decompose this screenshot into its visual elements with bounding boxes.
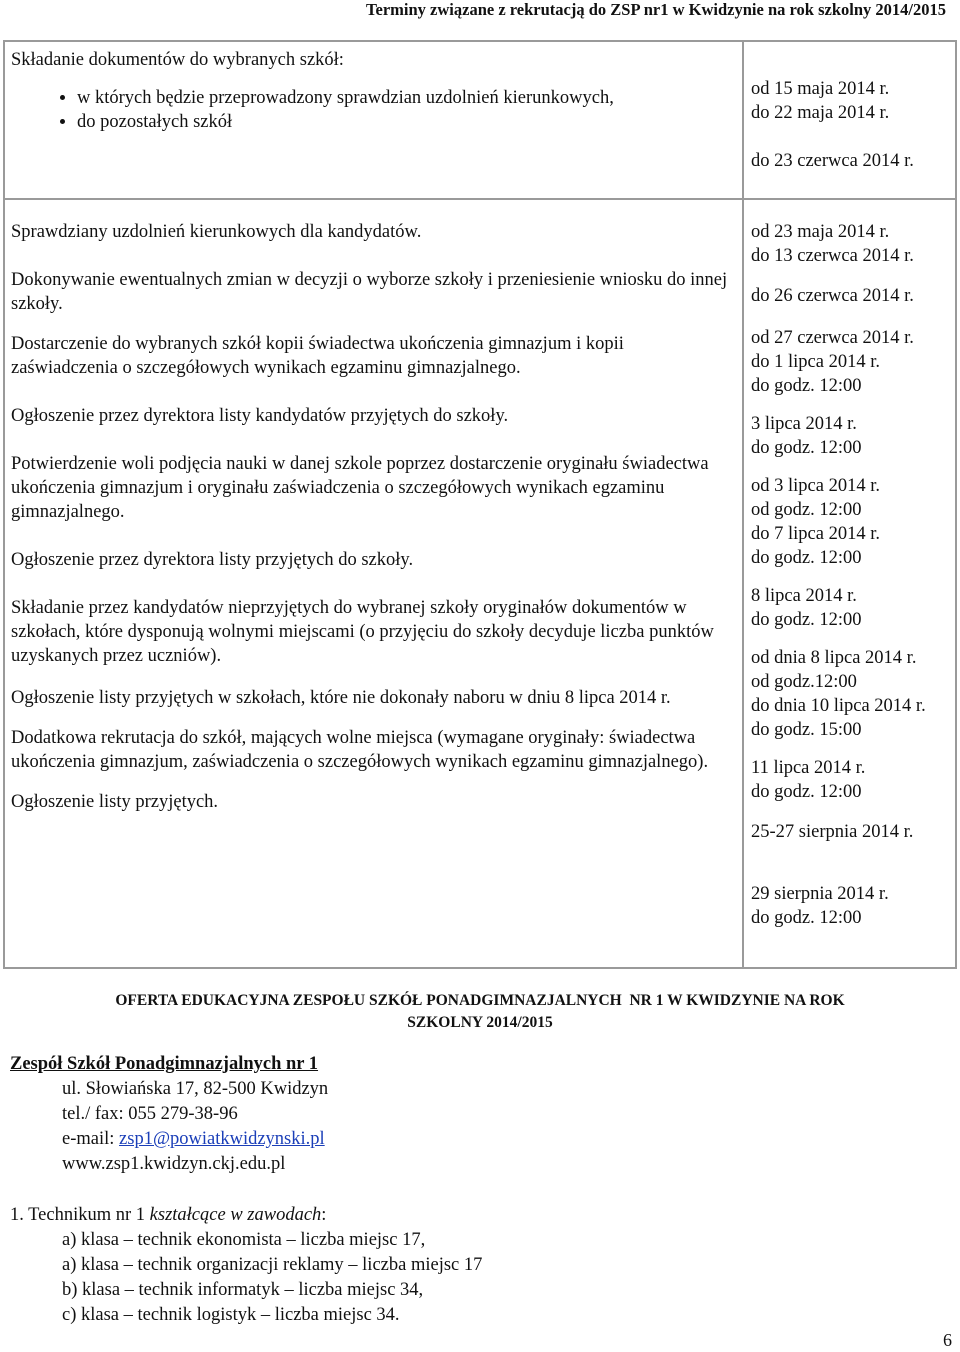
date-line: od godz.12:00: [751, 672, 857, 692]
schedule-item: Ogłoszenie przez dyrektora listy przyjętych do szkoły.: [11, 550, 414, 570]
date-line: do 26 czerwca 2014 r.: [751, 286, 914, 306]
date-line: do godz. 12:00: [751, 908, 862, 928]
offer-title-line: OFERTA EDUKACYJNA ZESPOŁU SZKÓŁ PONADGIMNAZJALNYCH NR 1 W KWIDZYNIE NA ROK: [115, 992, 845, 1009]
school-email-line: [10, 1127, 328, 1152]
date-line: od godz. 12:00: [751, 500, 862, 520]
list-item: • do pozostałych szkół: [77, 110, 734, 134]
schedule-item: Ogłoszenie listy przyjętych.: [11, 792, 219, 812]
school-type-list: [11, 86, 734, 134]
date-line: 8 lipca 2014 r.: [751, 586, 857, 606]
page-title: Terminy związane z rekrutacją do ZSP nr1 w Kwidzynie na rok szkolny 2014/2015: [366, 0, 946, 19]
schedule-cell-dates: [743, 199, 956, 968]
date-line: od 3 lipca 2014 r.: [751, 476, 880, 496]
schedule-cell-description: [4, 41, 743, 199]
date-line: do godz. 15:00: [751, 720, 862, 740]
date-line: do 7 lipca 2014 r.: [751, 524, 880, 544]
schedule-item: Dodatkowa rekrutacja do szkół, mających wolne miejsca (wymagane oryginały: świadectwa ukończenia gimnazjum, zaświadczenia o szczegółowych wynikach egzaminu gimnazjalnego).: [11, 728, 709, 772]
offer-title-line: SZKOLNY 2014/2015: [407, 1014, 553, 1031]
recruitment-schedule-table: [3, 40, 957, 969]
date-line: od 15 maja 2014 r.: [751, 79, 890, 99]
schedule-item: Sprawdziany uzdolnień kierunkowych dla kandydatów.: [11, 222, 422, 242]
schedule-item: Ogłoszenie listy przyjętych w szkołach, które nie dokonały naboru w dniu 8 lipca 2014 r.: [11, 688, 671, 708]
list-item: a) klasa – technik ekonomista – liczba miejsc 17,: [62, 1230, 426, 1250]
list-item: • w których będzie przeprowadzony sprawdzian uzdolnień kierunkowych,: [77, 86, 734, 110]
date-line: od 27 czerwca 2014 r.: [751, 328, 914, 348]
table-row: [4, 41, 956, 199]
schedule-item: Potwierdzenie woli podjęcia nauki w danej szkole poprzez dostarczenie oryginału świadectwa ukończenia gimnazjum i oryginału zaświadczenia o szczegółowych wynikach egzaminu gimnazjalnego.: [11, 454, 709, 522]
schedule-item: Ogłoszenie przez dyrektora listy kandydatów przyjętych do szkoły.: [11, 406, 509, 426]
date-line: do godz. 12:00: [751, 548, 862, 568]
date-line: do 22 maja 2014 r.: [751, 103, 890, 123]
technikum-section: [10, 1203, 482, 1328]
school-address: ul. Słowiańska 17, 82-500 Kwidzyn: [62, 1079, 329, 1099]
school-website: www.zsp1.kwidzyn.ckj.edu.pl: [62, 1154, 286, 1174]
school-name: Zespół Szkół Ponadgimnazjalnych nr 1: [10, 1054, 319, 1074]
list-item: c) klasa – technik logistyk – liczba miejsc 34.: [62, 1305, 400, 1325]
technikum-heading: [10, 1203, 482, 1228]
schedule-item: Dokonywanie ewentualnych zmian w decyzji o wyborze szkoły i przeniesienie wniosku do innej szkoły.: [11, 270, 728, 314]
email-link[interactable]: zsp1@powiatkwidzynski.pl: [119, 1129, 325, 1149]
technikum-subtitle: kształcące w zawodach: [149, 1205, 322, 1225]
date-line: do godz. 12:00: [751, 782, 862, 802]
table-row: [4, 199, 956, 968]
email-label: e-mail:: [62, 1129, 120, 1149]
date-line: do godz. 12:00: [751, 610, 862, 630]
offer-title: [0, 990, 960, 1034]
date-line: do 1 lipca 2014 r.: [751, 352, 880, 372]
date-line: 11 lipca 2014 r.: [751, 758, 866, 778]
schedule-intro: Składanie dokumentów do wybranych szkół:: [11, 50, 344, 70]
list-item: a) klasa – technik organizacji reklamy – liczba miejsc 17: [62, 1255, 483, 1275]
date-line: 29 sierpnia 2014 r.: [751, 884, 889, 904]
schedule-cell-dates: [743, 41, 956, 199]
date-line: do godz. 12:00: [751, 438, 862, 458]
date-line: 25-27 sierpnia 2014 r.: [751, 822, 914, 842]
date-line: do dnia 10 lipca 2014 r.: [751, 696, 926, 716]
page-number: 6: [943, 1330, 952, 1350]
list-item: b) klasa – technik informatyk – liczba miejsc 34,: [62, 1280, 424, 1300]
date-line: od 23 maja 2014 r.: [751, 222, 890, 242]
schedule-item: Składanie przez kandydatów nieprzyjętych do wybranej szkoły oryginałów dokumentów w szkołach, które dysponują wolnymi miejscami (o przyjęciu do szkoły decyduje liczba punktów uzyskanych przez uczniów).: [11, 598, 714, 666]
school-phone: tel./ fax: 055 279-38-96: [62, 1104, 238, 1124]
schedule-item: Dostarczenie do wybranych szkół kopii świadectwa ukończenia gimnazjum i kopii zaświadczenia o szczegółowych wynikach egzaminu gimnazjalnego.: [11, 334, 624, 378]
technikum-colon: :: [321, 1205, 327, 1225]
date-line: do 13 czerwca 2014 r.: [751, 246, 914, 266]
technikum-number: 1. Technikum nr 1: [10, 1205, 150, 1225]
date-line: do 23 czerwca 2014 r.: [751, 151, 914, 171]
school-contact: [10, 1052, 328, 1177]
date-line: do godz. 12:00: [751, 376, 862, 396]
date-line: od dnia 8 lipca 2014 r.: [751, 648, 917, 668]
date-line: 3 lipca 2014 r.: [751, 414, 857, 434]
schedule-cell-description: [4, 199, 743, 968]
